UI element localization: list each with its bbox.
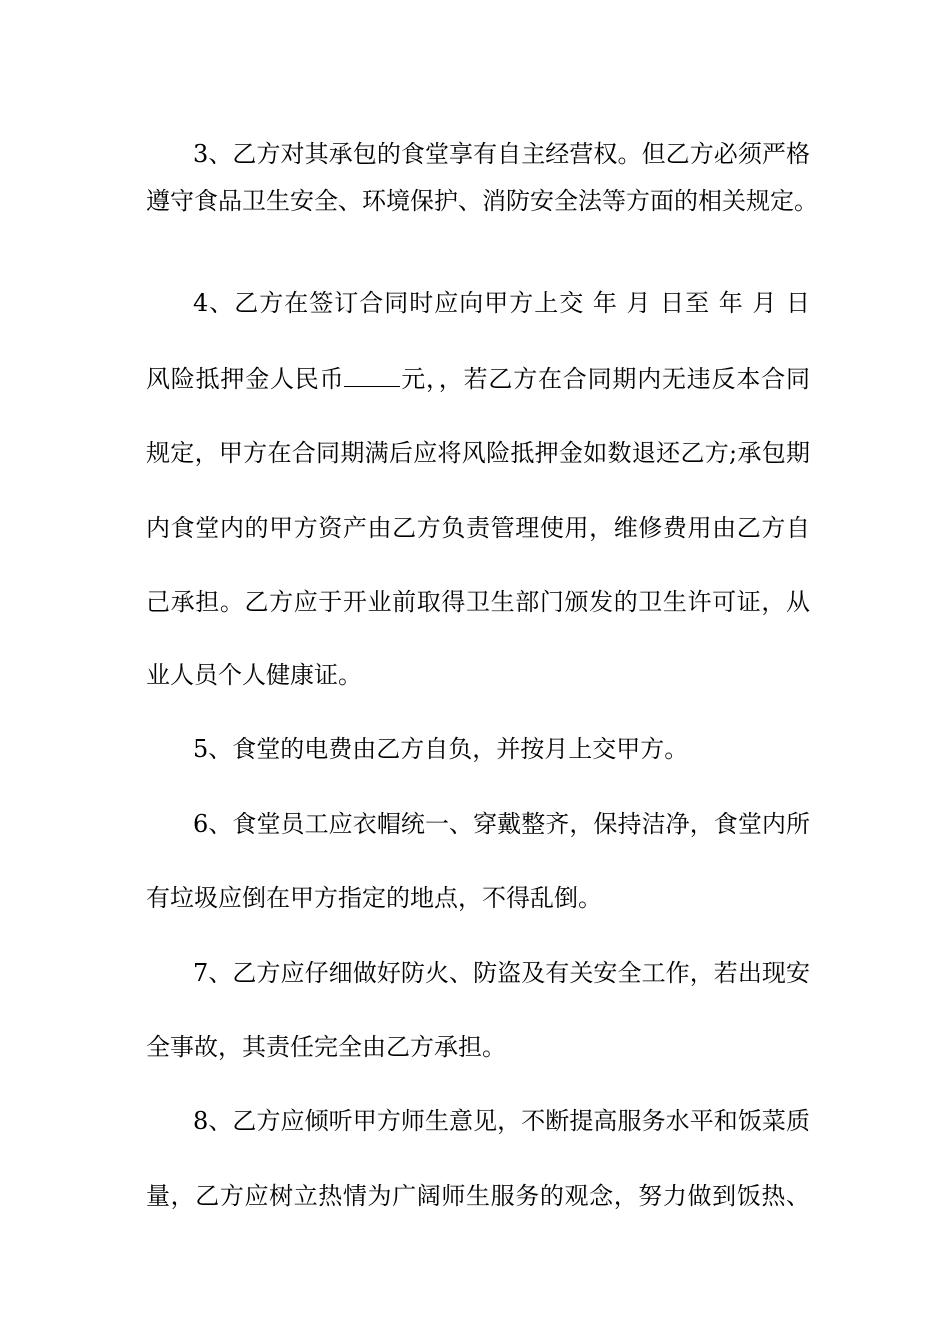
clause-6-line-2: 有垃圾应倒在甲方指定的地点，不得乱倒。	[146, 884, 602, 912]
deposit-label: 风险抵押金人民币	[146, 365, 345, 393]
clause-4-line-6: 业人员个人健康证。	[146, 661, 362, 689]
clause-4-line-2	[146, 359, 810, 399]
clause-3-line-1: 3、乙方对其承包的食堂享有自主经营权。但乙方必须严格	[193, 140, 810, 168]
clause-8-line-2: 量，乙方应树立热情为广阔师生服务的观念，努力做到饭热、	[146, 1182, 810, 1210]
clause-6-line-1: 6、食堂员工应衣帽统一、穿戴整齐，保持洁净，食堂内所	[193, 810, 810, 838]
clause-4-line-5: 己承担。乙方应于开业前取得卫生部门颁发的卫生许可证，从	[146, 588, 810, 616]
clause-4-line-1: 4、乙方在签订合同时应向甲方上交 年 月 日至 年 月 日	[193, 289, 810, 317]
clause-4-line-4: 内食堂内的甲方资产由乙方负责管理使用，维修费用由乙方自	[146, 514, 810, 542]
deposit-continuation: 元，，若乙方在合同期内无违反本合同	[400, 365, 811, 393]
clause-8-line-1: 8、乙方应倾听甲方师生意见，不断提高服务水平和饭菜质	[193, 1107, 810, 1135]
clause-5-line-1: 5、食堂的电费由乙方自负，并按月上交甲方。	[193, 735, 689, 763]
clause-7-line-1: 7、乙方应仔细做好防火、防盗及有关安全工作，若出现安	[193, 959, 810, 987]
clause-7-line-2: 全事故，其责任完全由乙方承担。	[146, 1033, 506, 1061]
clause-4-line-3: 规定，甲方在合同期满后应将风险抵押金如数退还乙方;承包期	[146, 439, 810, 467]
clause-3-line-2: 遵守食品卫生安全、环境保护、消防安全法等方面的相关规定。	[146, 187, 818, 215]
deposit-amount-blank	[344, 362, 400, 387]
